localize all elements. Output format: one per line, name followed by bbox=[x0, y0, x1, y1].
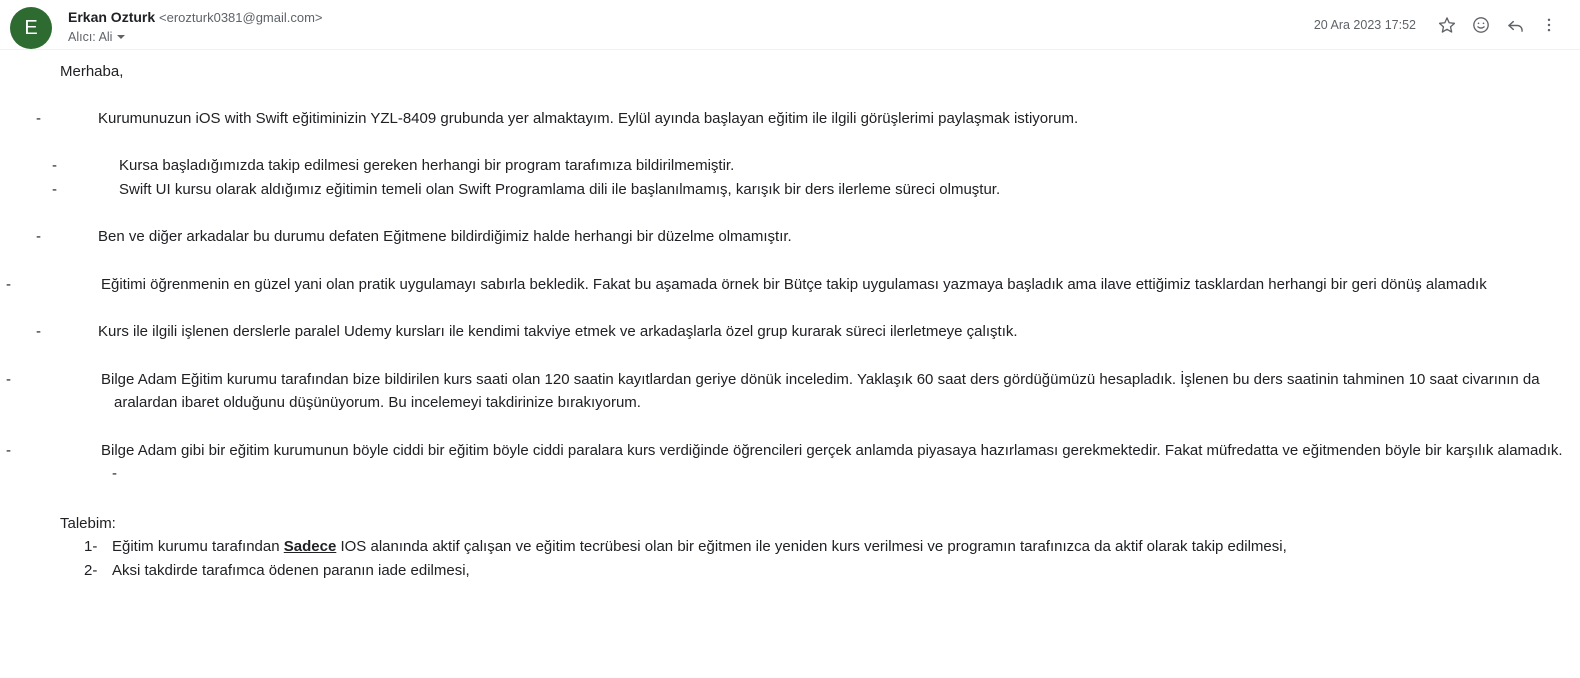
star-icon[interactable] bbox=[1430, 10, 1464, 40]
dash-marker: - bbox=[52, 180, 57, 198]
header-actions bbox=[1314, 6, 1566, 40]
more-vertical-icon[interactable] bbox=[1532, 10, 1566, 40]
spacer bbox=[60, 201, 1566, 225]
request-item-2-index: 2- bbox=[84, 562, 98, 579]
bullet-item-2 bbox=[36, 225, 1566, 249]
request-item-1-index: 1- bbox=[84, 538, 98, 555]
spacer bbox=[60, 249, 1566, 273]
bullet-item-6 bbox=[6, 439, 1566, 463]
bullet-item-4 bbox=[36, 320, 1566, 344]
avatar[interactable] bbox=[10, 7, 52, 49]
sender-block bbox=[68, 6, 1314, 46]
bullet-item-5 bbox=[6, 368, 1566, 415]
email-timestamp: 20 Ara 2023 17:52 bbox=[1313, 18, 1416, 32]
request-item-1-text-after: IOS alanında aktif çalışan ve eğitim tecrübesi olan bir eğitmen ile yeniden kurs verilmesi ve programın tarafınızca da aktif olarak takip edilmesi, bbox=[336, 538, 1287, 555]
recipient-line[interactable] bbox=[68, 29, 1314, 46]
chevron-down-icon[interactable] bbox=[117, 35, 125, 39]
spacer bbox=[60, 344, 1566, 368]
trailing-dash: - bbox=[112, 465, 117, 482]
bullet-item-2-text: Ben ve diğer arkadalar bu durumu defaten Eğitmene bildirdiğimiz halde herhangi bir düzelme olmamıştır. bbox=[98, 228, 792, 245]
dash-marker: - bbox=[6, 441, 11, 459]
spacer bbox=[60, 296, 1566, 320]
request-item-1-text-before: Eğitim kurumu tarafından bbox=[112, 538, 284, 555]
request-item-2 bbox=[84, 559, 1566, 583]
dash-marker: - bbox=[6, 275, 11, 293]
avatar-initial: E bbox=[24, 16, 38, 39]
reply-icon[interactable] bbox=[1498, 10, 1532, 40]
sub-bullet-item-2 bbox=[52, 178, 1566, 202]
bullet-item-6-text: Bilge Adam gibi bir eğitim kurumunun böyle ciddi bir eğitim böyle ciddi paralara kurs verdiğinde öğrencileri gerçek anlamda piyasaya hazırlaması gerekmektedir. Fakat müfredatta ve eğitmenden böyle bir karşılık alamadık. bbox=[101, 441, 1563, 459]
request-title: Talebim: bbox=[60, 514, 116, 532]
sender-name[interactable]: Erkan Ozturk bbox=[68, 9, 156, 25]
email-header bbox=[0, 0, 1580, 50]
sender-line bbox=[68, 8, 1314, 27]
sub-bullet-item-2-text: Swift UI kursu olarak aldığımız eğitimin temeli olan Swift Programlama dili ile başlanılmamış, karışık bir ders ilerleme süreci olmuştur. bbox=[119, 180, 1001, 198]
bullet-item-3-text: Eğitimi öğrenmenin en güzel yani olan pratik uygulamayı sabırla bekledik. Fakat bu aşamada örnek bir Bütçe takip uygulaması yazmaya başladık ama ilave ettiğimiz tasklardan herhangi bir geri dönüş alamadık bbox=[101, 275, 1487, 293]
bullet-item-1 bbox=[36, 107, 1566, 131]
recipient-label: Alıcı: Ali bbox=[68, 30, 113, 44]
greeting: Merhaba, bbox=[60, 63, 124, 80]
dash-marker: - bbox=[36, 228, 41, 245]
bullet-item-3 bbox=[6, 273, 1566, 297]
spacer bbox=[60, 486, 1566, 512]
dash-marker: - bbox=[6, 370, 11, 388]
spacer bbox=[60, 84, 1566, 107]
bullet-item-4-text: Kurs ile ilgili işlenen derslerle paralel Udemy kursları ile kendimi takviye etmek ve arkadaşlarla özel grup kurarak süreci ilerletmeye çalıştık. bbox=[98, 323, 1018, 340]
sender-email[interactable]: <erozturk0381@gmail.com> bbox=[159, 10, 323, 25]
bullet-item-1-text: Kurumunuzun iOS with Swift eğitiminizin YZL-8409 grubunda yer almaktayım. Eylül ayında başlayan eğitim ile ilgili görüşlerimi paylaşmak istiyorum. bbox=[98, 109, 1079, 127]
smiley-icon[interactable] bbox=[1464, 10, 1498, 40]
dash-marker: - bbox=[36, 109, 41, 127]
request-item-1-emphasis: Sadece bbox=[283, 538, 337, 555]
dash-marker: - bbox=[52, 157, 57, 174]
sub-bullet-item-1-text: Kursa başladığımızda takip edilmesi gereken herhangi bir program tarafımıza bildirilmemiştir. bbox=[119, 157, 735, 174]
request-item-1 bbox=[84, 535, 1566, 559]
email-body bbox=[0, 50, 1580, 583]
bullet-item-5-text: Bilge Adam Eğitim kurumu tarafından bize bildirilen kurs saati olan 120 saatin kayıtlardan geriye dönük inceledim. Yaklaşık 60 saat ders gördüğümüzü hesapladık. İşlenen bu ders saatinin tahminen 10 saat civarının da aralardan ibaret olduğunu düşünüyorum. Bu incelemeyi takdirinize bırakıyorum. bbox=[101, 370, 1540, 411]
spacer bbox=[60, 415, 1566, 439]
dash-marker: - bbox=[36, 323, 41, 340]
request-item-2-text-before: Aksi takdirde tarafımca ödenen paranın iade edilmesi, bbox=[112, 562, 470, 579]
spacer bbox=[60, 130, 1566, 154]
request-list bbox=[60, 535, 1566, 583]
sub-bullet-item-1 bbox=[52, 154, 1566, 178]
